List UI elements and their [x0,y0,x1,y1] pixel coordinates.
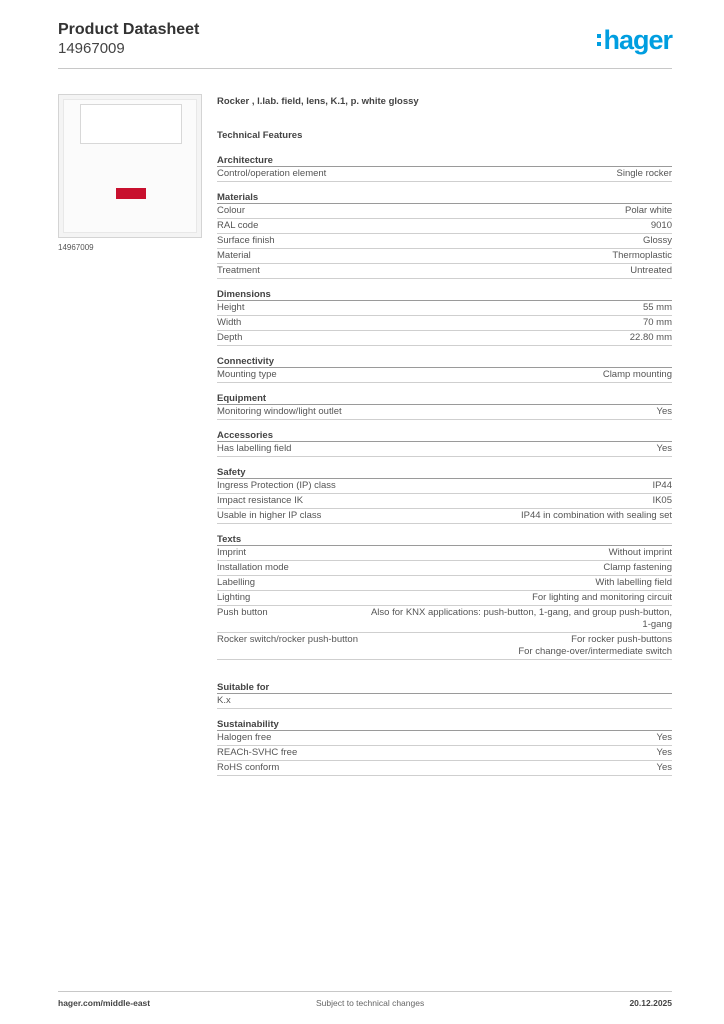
footer-date: 20.12.2025 [629,998,672,1008]
feature-row [217,509,672,524]
switch-plate-illustration [63,99,197,233]
feature-label: Imprint [217,547,247,558]
feature-label: Width [217,317,242,328]
feature-label: Surface finish [217,235,275,246]
technical-content [217,96,672,786]
section-architecture [217,155,672,182]
feature-label: Rocker switch/rocker push-button [217,634,358,645]
feature-row [217,576,672,591]
feature-value: Thermoplastic [612,250,672,261]
section-suitable-for [217,682,672,709]
section-materials [217,192,672,279]
feature-value: Clamp mounting [602,369,672,380]
feature-label: Usable in higher IP class [217,510,322,521]
feature-row [217,167,672,182]
feature-row [217,561,672,576]
feature-value: Yes [656,443,672,454]
feature-value: Yes [656,747,672,758]
feature-row [217,731,672,746]
hager-logo [597,26,672,54]
section-texts [217,534,672,660]
feature-label: K.x [217,695,231,706]
feature-label: Halogen free [217,732,272,743]
feature-label: RAL code [217,220,259,231]
feature-label: Installation mode [217,562,289,573]
section-title: Materials [217,192,672,204]
section-title: Equipment [217,393,672,405]
section-title: Texts [217,534,672,546]
feature-label: Has labelling field [217,443,292,454]
article-number: 14967009 [58,40,125,57]
feature-row [217,479,672,494]
feature-row [217,746,672,761]
feature-label: Labelling [217,577,256,588]
image-caption: 14967009 [58,243,94,252]
logo-text: hager [603,25,672,55]
feature-row [217,633,672,660]
section-connectivity [217,356,672,383]
feature-value: For rocker push-buttons For change-over/intermediate switch [518,634,672,657]
section-title: Architecture [217,155,672,167]
feature-value: With labelling field [595,577,672,588]
feature-label: Impact resistance IK [217,495,304,506]
feature-row [217,204,672,219]
feature-label: REACh-SVHC free [217,747,298,758]
section-title: Dimensions [217,289,672,301]
feature-sections [217,155,672,776]
feature-value: 9010 [650,220,672,231]
feature-value: Yes [656,406,672,417]
page-header [58,20,672,70]
feature-value: Glossy [642,235,672,246]
feature-value: Polar white [625,205,672,216]
feature-row [217,761,672,776]
section-equipment [217,393,672,420]
feature-row [217,301,672,316]
section-title: Sustainability [217,719,672,731]
feature-label: Control/operation element [217,168,327,179]
section-title: Safety [217,467,672,479]
feature-value: 55 mm [642,302,672,313]
section-dimensions [217,289,672,346]
feature-value: Without imprint [608,547,672,558]
page-title: Product Datasheet [58,21,200,38]
logo-dots-icon [597,34,601,46]
feature-label: Push button [217,607,268,618]
footer-divider [58,991,672,992]
feature-label: Height [217,302,245,313]
feature-label: Mounting type [217,369,277,380]
section-sustainability [217,719,672,776]
feature-row [217,442,672,457]
feature-label: Ingress Protection (IP) class [217,480,336,491]
red-lens-indicator [116,188,146,199]
feature-row [217,234,672,249]
technical-features-heading: Technical Features [217,130,303,141]
feature-row [217,494,672,509]
feature-label: Monitoring window/light outlet [217,406,342,417]
feature-row [217,316,672,331]
section-accessories [217,430,672,457]
feature-label: RoHS conform [217,762,280,773]
feature-value: 22.80 mm [629,332,672,343]
feature-value: IP44 [652,480,672,491]
feature-value: For lighting and monitoring circuit [532,592,672,603]
header-divider [58,68,672,69]
feature-value: Yes [656,732,672,743]
feature-label: Lighting [217,592,251,603]
feature-row [217,405,672,420]
feature-row [217,694,672,709]
feature-row [217,546,672,561]
feature-value: Untreated [630,265,672,276]
feature-label: Treatment [217,265,260,276]
feature-label: Depth [217,332,243,343]
feature-label: Colour [217,205,245,216]
feature-value: Clamp fastening [603,562,672,573]
product-image [58,94,202,238]
section-title: Accessories [217,430,672,442]
feature-row [217,249,672,264]
feature-row [217,219,672,234]
footer-website: hager.com/middle-east [58,998,151,1008]
feature-label: Material [217,250,251,261]
feature-value: IP44 in combination with sealing set [520,510,672,521]
feature-value: Single rocker [616,168,672,179]
labelling-field-window [80,104,182,144]
feature-value: Also for KNX applications: push-button, 1-gang, and group push-button, 1-gang [370,607,672,630]
footer-note: Subject to technical changes [316,998,425,1008]
feature-row [217,606,672,633]
section-title: Connectivity [217,356,672,368]
feature-value: Yes [656,762,672,773]
feature-value: IK05 [652,495,672,506]
feature-row [217,591,672,606]
section-title: Suitable for [217,682,672,694]
feature-value: 70 mm [642,317,672,328]
feature-row [217,368,672,383]
feature-row [217,331,672,346]
feature-row [217,264,672,279]
product-name: Rocker , l.lab. field, lens, K.1, p. white glossy [217,96,419,107]
section-safety [217,467,672,524]
